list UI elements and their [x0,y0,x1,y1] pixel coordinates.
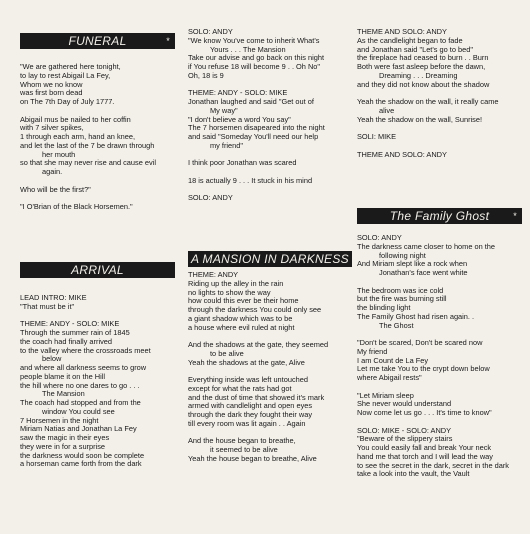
lyric-line: armed with candlelight and open eyes [188,401,313,411]
lyric-line: except for what the rats had got [188,383,292,393]
lyric-line: take a look into the vault, the Vault [357,469,470,479]
lyric-line: Yeah the shadow on the wall, it really came [357,97,499,106]
lyric-line: window You could see [42,406,115,416]
lyric-line: but the fire was burning still [357,294,447,304]
lyric-line: THEME: ANDY - SOLO: MIKE [20,319,120,329]
lyric-line: The 7 horsemen disapeared into the night [188,123,325,133]
lyric-line: "We know You've come to inherit What's [188,35,320,45]
lyric-line: Yeah the shadows at the gate, Alive [188,357,305,367]
lyric-line: to be alive [210,348,244,358]
lyric-line: Jonathan laughed and said "Get out of [188,97,314,106]
lyric-line: below [42,354,62,364]
lyric-line: they were in for a surprise [20,441,106,451]
column-3 [357,0,525,534]
ghost-lyrics [357,234,509,479]
lyric-line: the coach had finally arrived [20,336,113,346]
lyric-line: 18 is actually 9 . . . It stuck in his mind [188,175,313,185]
lyric-line: Who will be the first?" [20,184,91,194]
lyric-line: her mouth [42,149,76,159]
lyric-line: Abigail mus be nailed to her coffin [20,114,131,124]
lyric-line: Through the summer rain of 1845 [20,328,130,337]
lyric-line: a horseman came forth from the dark [20,459,142,469]
lyric-line: a giant shadow which was to be [188,313,293,323]
mansion-title: A MANSION IN DARKNESS [191,252,349,266]
lyric-line: Both were fast asleep before the dawn, [357,62,486,71]
lyric-line: so that she may never rise and cause evil [20,158,156,168]
lyric-line: "I don't believe a word You say" [188,114,291,124]
lyric-line: Whom we no know [20,79,83,89]
lyric-line: As the candlelight began to fade [357,35,463,45]
lyric-line: to the valley where the crossroads meet [20,345,151,355]
lyric-line: The coach had stopped and from the [20,398,141,407]
lyric-line: The Mansion [42,389,85,399]
lyric-line: a house where evil ruled at night [188,322,295,332]
lyric-line: the darkness would soon be complete [20,450,145,460]
lyric-line: on The 7th Day of July 1777. [20,97,115,106]
lyric-line: Let me take You to the crypt down below [357,364,490,374]
lyric-line: and said "Someday You'll need our help [188,132,319,141]
lyric-line: following night [379,250,426,260]
lyric-line: and where all darkness seems to grow [20,363,147,372]
lyric-line: "We are gathered here tonight, [20,62,121,71]
funeral-mark: * [166,36,170,46]
lyric-line: THEME AND SOLO: ANDY [357,27,447,36]
lyric-line: how could this ever be their home [188,296,299,306]
lyric-line: alive [379,105,395,115]
lyric-line: again. [42,167,63,176]
ghost-mark: * [513,211,517,221]
arrival-continued-lyrics [188,28,325,203]
funeral-title: FUNERAL [68,34,127,48]
arrival-lyrics [20,294,151,469]
lyric-line: She never would understand [357,399,452,409]
mansion-continued-lyrics [357,28,498,159]
lyric-line: SOLO: ANDY [188,27,233,36]
lyric-line: the blinding light [357,303,411,312]
lyric-line: My way" [210,105,238,115]
lyric-line: "Let Miriam sleep [357,390,414,400]
lyric-line: to lay to rest Abigail La Fey, [20,70,111,80]
ghost-title-bar [357,208,522,224]
lyric-line: hand me that torch and I will lead the way [357,451,493,461]
arrival-title-bar [20,262,175,278]
lyric-line: THEME AND SOLO: ANDY [357,149,447,159]
lyric-line: no lights to show the way [188,287,271,297]
lyric-line: to see the secret in the dark, secret in the dark [357,460,509,470]
lyric-line: my friend" [210,140,244,150]
lyric-line: Dreaming . . . Dreaming [379,70,458,80]
lyric-line: the fireplace had ceased to burn . . Burn [357,53,489,63]
column-2 [188,0,352,534]
lyric-line: Yeah the shadow on the wall, Sunrise! [357,114,483,124]
mansion-lyrics [188,271,328,464]
lyric-line: SOLO: ANDY [357,233,402,242]
lyric-line: 1 through each arm, hand an knee, [20,132,136,141]
lyric-line: till every room was lit again . . Again [188,418,306,428]
lyric-line: it seemed to be alive [210,445,278,454]
lyric-line: the hill where no one dares to go . . . [20,380,140,390]
lyric-line: Oh, 18 is 9 [188,70,224,80]
lyric-line: with 7 silver spikes, [20,123,84,133]
lyric-line: SOLI: MIKE [357,132,397,141]
lyric-line: And the shadows at the gate, they seemed [188,340,329,349]
lyric-line: The darkness came closer to home on the [357,241,496,251]
lyric-line: Take our advise and go back on this night [188,53,324,63]
lyric-line: 7 Horsemen in the night [20,415,99,425]
lyric-line: and they did not know about the shadow [357,79,490,89]
lyric-line: "Don't be scared, Don't be scared now [357,338,483,347]
lyric-line: Everything inside was left untouched [188,375,308,384]
lyric-line: And Miriam slept like a rock when [357,259,468,269]
lyric-line: THEME: ANDY [188,270,239,279]
mansion-title-bar [188,251,352,267]
lyric-line: and let the last of the 7 be drawn through [20,140,155,150]
lyric-line: was first born dead [20,88,83,98]
lyric-line: The Family Ghost had risen again. . [357,311,475,321]
lyric-line: SOLO: ANDY [188,193,233,203]
lyric-line: I think poor Jonathan was scared [188,158,297,168]
lyric-line: Jonathan's face went white [379,268,468,277]
arrival-title: ARRIVAL [71,263,124,277]
lyric-line: "I O'Brian of the Black Horsemen." [20,202,133,211]
lyric-line: My friend [357,346,388,356]
lyric-line: through the darkness You could only see [188,305,322,314]
lyric-line: LEAD INTRO: MIKE [20,293,87,302]
lyric-line: where Abigail rests" [357,373,422,382]
lyric-line: "That must be it" [20,301,75,311]
lyric-line: The bedroom was ice cold [357,285,444,295]
lyric-line: I am Count de La Fey [357,355,429,365]
lyric-line: Yours . . . The Mansion [210,44,286,54]
lyric-line: SOLO: MIKE - SOLO: ANDY [357,425,452,435]
lyric-line: THEME: ANDY - SOLO: MIKE [188,88,288,98]
lyric-line: Now come let us go . . . It's time to know" [357,408,492,417]
lyric-line: and Jonathan said "Let's go to bed" [357,44,473,54]
lyric-line: Miriam Natias and Jonathan La Fey [20,424,137,434]
ghost-title: The Family Ghost [389,209,490,223]
lyric-line: saw the magic in their eyes [20,433,110,442]
column-1 [20,0,175,534]
funeral-lyrics [20,63,156,212]
lyric-line: And the house began to breathe, [188,436,296,446]
lyric-line: through the dark they fought their way [188,410,313,419]
lyric-line: if You refuse 18 will become 9 . . Oh No" [188,62,321,71]
lyric-line: Yeah the house began to breathe, Alive [188,453,317,463]
lyric-line: "Beware of the slippery stairs [357,434,453,444]
lyric-line: You could easily fall and break Your neck [357,443,492,452]
lyric-line: The Ghost [379,320,414,330]
lyric-line: Riding up the alley in the rain [188,278,284,288]
funeral-title-bar [20,33,175,49]
lyric-line: people blame it on the Hill [20,371,106,381]
lyric-line: and the dust of time that showed it's mark [188,392,325,402]
